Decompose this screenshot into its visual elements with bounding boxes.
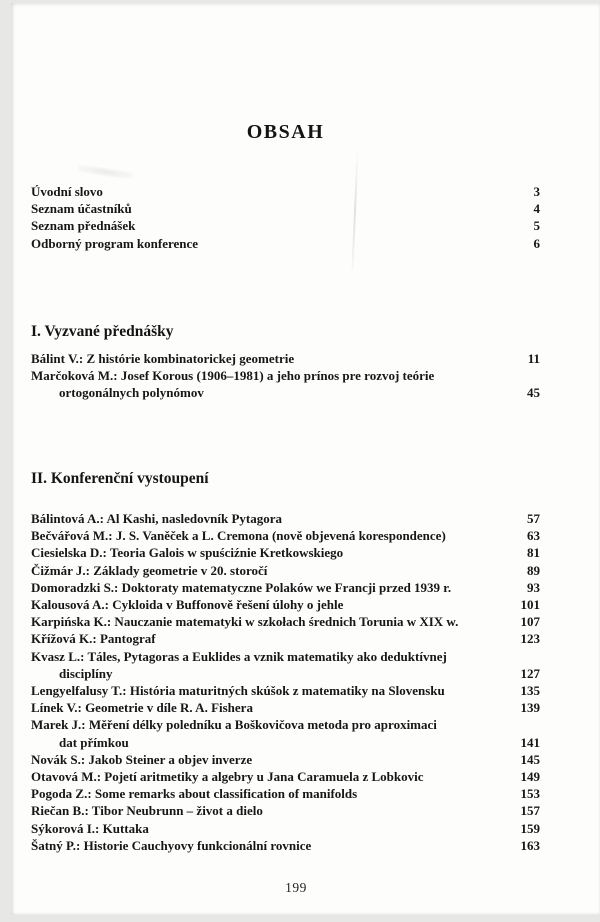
front-matter-list bbox=[31, 183, 540, 252]
toc-entry-page-number: 159 bbox=[520, 820, 540, 836]
toc-entry-title bbox=[31, 217, 540, 234]
toc-entry-title bbox=[31, 716, 540, 750]
toc-entry-title bbox=[31, 785, 540, 802]
toc-entry bbox=[31, 802, 540, 819]
toc-entry bbox=[31, 820, 540, 837]
toc-entry bbox=[31, 785, 540, 802]
toc-entry-line: Novák S.: Jakob Steiner a objev inverze bbox=[31, 751, 253, 767]
toc-entry-title bbox=[31, 837, 540, 854]
toc-entry-title bbox=[31, 648, 540, 682]
toc-entry bbox=[31, 648, 540, 682]
toc-entry-title bbox=[31, 802, 540, 819]
toc-entry bbox=[31, 596, 540, 613]
toc-entry-title bbox=[31, 200, 540, 217]
toc-entry-line: Úvodní slovo bbox=[31, 184, 103, 199]
toc-entry bbox=[31, 751, 540, 768]
toc-entry bbox=[31, 200, 540, 217]
toc-entry-page-number: 127 bbox=[520, 665, 540, 681]
toc-entry-line: Pogoda Z.: Some remarks about classification of manifolds bbox=[31, 786, 358, 802]
section-heading-2: II. Konferenční vystoupení bbox=[31, 469, 209, 487]
toc-entry-title bbox=[31, 183, 540, 200]
page-number-folio: 199 bbox=[285, 880, 307, 895]
toc-entry-page-number: 63 bbox=[527, 528, 540, 544]
toc-entry-page-number: 141 bbox=[520, 734, 540, 750]
toc-entry bbox=[31, 217, 540, 234]
toc-entry-title bbox=[31, 820, 540, 837]
toc-entry-title bbox=[31, 350, 540, 367]
toc-entry-line: Otavová M.: Pojetí aritmetiky a algebry u Jana Caramuela z Lobkovic bbox=[31, 769, 424, 785]
toc-entry-line: Marek J.: Měření délky poledníku a Boškovičova metoda pro aproximaci bbox=[31, 717, 437, 733]
page-title: OBSAH bbox=[246, 121, 325, 144]
toc-entry-page-number: 157 bbox=[520, 803, 540, 819]
toc-entry bbox=[31, 527, 540, 544]
toc-entry bbox=[31, 510, 540, 527]
section-heading-1: I. Vyzvané přednášky bbox=[31, 322, 174, 340]
toc-entry-line: Bečvářová M.: J. S. Vaněček a L. Cremona (nově objevená korespondence) bbox=[31, 528, 446, 544]
toc-entry bbox=[31, 630, 540, 647]
toc-entry-title bbox=[31, 579, 540, 596]
toc-entry bbox=[31, 716, 540, 750]
toc-entry-line-continuation: disciplíny bbox=[59, 665, 113, 681]
toc-entry-page-number: 123 bbox=[520, 631, 540, 647]
section-2-entry-list bbox=[31, 510, 540, 854]
toc-entry-title bbox=[31, 596, 540, 613]
toc-entry-page-number: 11 bbox=[527, 351, 540, 366]
toc-entry-line-continuation: ortogonálnych polynómov bbox=[59, 385, 204, 401]
toc-entry-page-number: 4 bbox=[533, 201, 540, 217]
toc-entry-page-number: 153 bbox=[520, 786, 540, 802]
toc-entry bbox=[31, 367, 540, 401]
toc-entry-line: Křížová K.: Pantograf bbox=[31, 631, 156, 647]
toc-entry bbox=[31, 562, 540, 579]
toc-entry-line: Seznam účastníků bbox=[31, 201, 132, 217]
toc-entry-page-number: 89 bbox=[527, 562, 540, 578]
toc-entry-line: Seznam přednášek bbox=[31, 218, 136, 234]
toc-entry bbox=[31, 350, 540, 367]
toc-entry-line: Bálintová A.: Al Kashi, nasledovník Pytagora bbox=[31, 511, 283, 526]
toc-entry-title bbox=[31, 768, 540, 785]
toc-entry-page-number: 93 bbox=[527, 579, 540, 595]
toc-entry-page-number: 135 bbox=[520, 683, 540, 699]
toc-entry-line: Kvasz L.: Táles, Pytagoras a Euklides a vznik matematiky ako deduktívnej bbox=[31, 648, 447, 664]
toc-entry-title bbox=[31, 562, 540, 579]
toc-entry-page-number: 107 bbox=[520, 614, 540, 630]
toc-entry-title bbox=[31, 367, 540, 401]
toc-entry-page-number: 163 bbox=[520, 837, 540, 853]
toc-entry bbox=[31, 235, 540, 252]
toc-entry-line: Lengyelfalusy T.: História maturitných skúšok z matematiky na Slovensku bbox=[31, 683, 445, 699]
toc-entry-line-continuation: dat přímkou bbox=[59, 734, 129, 750]
toc-entry-page-number: 149 bbox=[520, 769, 540, 785]
toc-entry-page-number: 101 bbox=[520, 597, 540, 613]
toc-entry-page-number: 145 bbox=[520, 751, 540, 767]
toc-entry bbox=[31, 682, 540, 699]
toc-entry-line: Odborný program konference bbox=[31, 235, 199, 251]
toc-entry-line: Šatný P.: Historie Cauchyovy funkcionální rovnice bbox=[31, 837, 312, 853]
toc-entry bbox=[31, 544, 540, 561]
toc-entry-title bbox=[31, 699, 540, 716]
toc-entry bbox=[31, 768, 540, 785]
toc-entry-line: Karpińska K.: Nauczanie matematyki w szkołach średnich Torunia w XIX w. bbox=[31, 614, 459, 630]
toc-entry-page-number: 3 bbox=[533, 184, 540, 199]
toc-entry bbox=[31, 699, 540, 716]
toc-entry-title bbox=[31, 613, 540, 630]
toc-entry-line: Bálint V.: Z histórie kombinatorickej geometrie bbox=[31, 351, 295, 366]
toc-entry-line: Kalousová A.: Cykloida v Buffonově řešení úlohy o jehle bbox=[31, 597, 344, 613]
toc-entry-title bbox=[31, 235, 540, 252]
toc-entry-page-number: 5 bbox=[533, 218, 540, 234]
toc-entry-page-number: 45 bbox=[527, 385, 540, 401]
toc-entry-line: Čižmár J.: Základy geometrie v 20. storočí bbox=[31, 562, 268, 578]
toc-entry bbox=[31, 579, 540, 596]
toc-entry-page-number: 57 bbox=[527, 511, 540, 526]
toc-entry-line: Riečan B.: Tibor Neubrunn – život a dielo bbox=[31, 803, 263, 819]
toc-entry-line: Marčoková M.: Josef Korous (1906–1981) a jeho prínos pre rozvoj teórie bbox=[31, 368, 435, 384]
toc-entry-line: Sýkorová I.: Kuttaka bbox=[31, 820, 149, 836]
toc-entry-page-number: 81 bbox=[527, 545, 540, 561]
section-1-entry-list bbox=[31, 350, 540, 402]
toc-entry-title bbox=[31, 751, 540, 768]
toc-entry-title bbox=[31, 544, 540, 561]
toc-entry-title bbox=[31, 682, 540, 699]
toc-entry-title bbox=[31, 630, 540, 647]
toc-entry bbox=[31, 183, 540, 200]
toc-entry-title bbox=[31, 510, 540, 527]
toc-entry-line: Ciesielska D.: Teoria Galois w spuściźnie Kretkowskiego bbox=[31, 545, 344, 561]
toc-entry-line: Domoradzki S.: Doktoraty matematyczne Polaków we Francji przed 1939 r. bbox=[31, 579, 452, 595]
toc-entry-line: Línek V.: Geometrie v díle R. A. Fishera bbox=[31, 700, 253, 716]
toc-entry-title bbox=[31, 527, 540, 544]
toc-entry bbox=[31, 613, 540, 630]
toc-entry-page-number: 6 bbox=[533, 235, 540, 251]
toc-entry bbox=[31, 837, 540, 854]
toc-entry-page-number: 139 bbox=[520, 700, 540, 716]
